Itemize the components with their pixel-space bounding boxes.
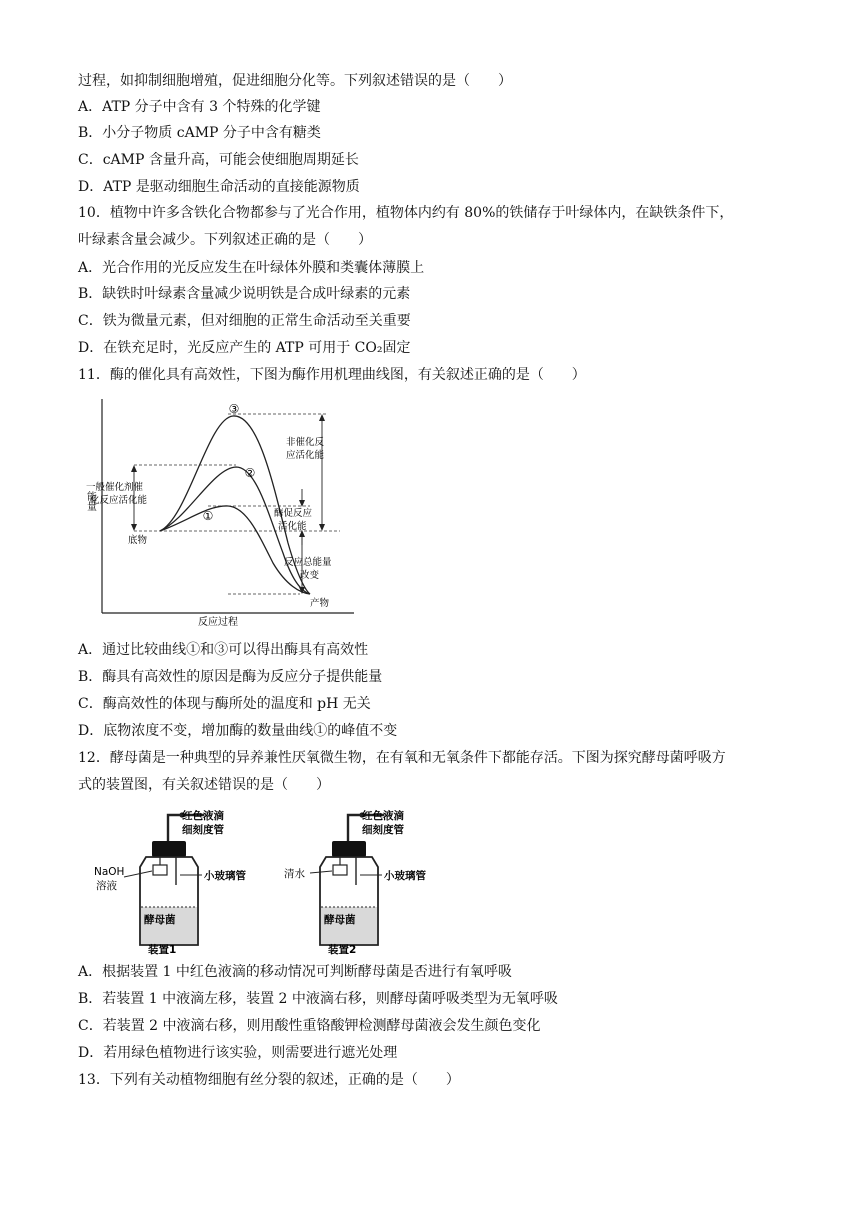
q10-option-b: B．缺铁时叶绿素含量减少说明铁是合成叶绿素的元素: [78, 286, 411, 302]
device2-yeast-label: 酵母菌: [324, 914, 356, 926]
general-catalyst-label-1: 一般催化剂催: [86, 482, 144, 493]
q11-option-b: B．酶具有高效性的原因是酶为反应分子提供能量: [78, 669, 383, 685]
q12-option-a: A．根据装置 1 中红色液滴的移动情况可判断酵母菌是否进行有氧呼吸: [78, 964, 512, 980]
curve-1: [160, 506, 310, 594]
uncatalyzed-label-2: 应活化能: [286, 450, 325, 461]
device1-left-label-2: 溶液: [96, 880, 117, 892]
device1-red-drop-label: 红色液滴: [182, 810, 224, 822]
enzyme-label-1: 酶促反应: [274, 508, 313, 519]
q11-stem: 11．酶的催化具有高效性，下图为酶作用机理曲线图，有关叙述正确的是（ ）: [78, 367, 586, 383]
device2-left-pointer: [310, 871, 332, 873]
device2-caption: 装置2: [328, 944, 357, 955]
q9-option-d: D．ATP 是驱动细胞生命活动的直接能源物质: [78, 179, 360, 195]
device1-scale-tube-label: 细刻度管: [182, 824, 224, 836]
total-energy-label-1: 反应总能量: [284, 557, 332, 568]
general-catalyst-label-2: 化反应活化能: [90, 495, 148, 506]
device1-stopper: [152, 841, 186, 857]
device2-left-label: 清水: [284, 868, 305, 880]
x-axis-label: 反应过程: [198, 617, 238, 628]
device2-scale-tube-label: 细刻度管: [362, 824, 404, 836]
device2-small-tube-label: 小玻璃管: [384, 870, 426, 882]
curve-1-marker: ①: [202, 509, 214, 523]
q9-option-a: A．ATP 分子中含有 3 个特殊的化学键: [78, 99, 321, 115]
device1-left-label-1: NaOH: [94, 866, 125, 878]
q12-option-c: C．若装置 2 中液滴右移，则用酸性重铬酸钾检测酵母菌液会发生颜色变化: [78, 1018, 541, 1034]
q12-option-d: D．若用绿色植物进行该实验，则需要进行遮光处理: [78, 1045, 398, 1061]
q10-stem-line2: 叶绿素含量会减少。下列叙述正确的是（ ）: [78, 232, 372, 248]
device1-caption: 装置1: [148, 944, 177, 955]
q10-option-d: D．在铁充足时，光反应产生的 ATP 可用于 CO₂固定: [78, 340, 411, 356]
device1-small-tube-label: 小玻璃管: [204, 870, 246, 882]
q9-option-c: C．cAMP 含量升高，可能会使细胞周期延长: [78, 152, 359, 168]
device2-stopper: [332, 841, 366, 857]
curve-2-marker: ②: [244, 466, 256, 480]
curve-3-marker: ③: [228, 402, 240, 416]
device-1: [94, 809, 246, 955]
product-label: 产物: [310, 598, 330, 609]
total-energy-label-2: 改变: [300, 570, 320, 581]
yeast-respiration-devices: [84, 805, 449, 955]
y-axis-label: 能量: [84, 491, 96, 511]
device1-left-pointer: [124, 871, 152, 877]
device1-yeast-label: 酵母菌: [144, 914, 176, 926]
q10-option-a: A．光合作用的光反应发生在叶绿体外膜和类囊体薄膜上: [78, 260, 425, 276]
device2-water-cup: [333, 865, 347, 875]
q11-option-a: A．通过比较曲线①和③可以得出酶具有高效性: [78, 642, 369, 658]
q10-stem-line1: 10．植物中许多含铁化合物都参与了光合作用，植物体内约有 80%的铁储存于叶绿体内，在缺铁条件下，: [78, 205, 734, 221]
q10-option-c: C．铁为微量元素，但对细胞的正常生命活动至关重要: [78, 313, 411, 329]
q13-stem: 13．下列有关动植物细胞有丝分裂的叙述，正确的是（ ）: [78, 1072, 460, 1088]
uncatalyzed-label-1: 非催化反: [286, 437, 325, 448]
q9-stem: 过程，如抑制细胞增殖，促进细胞分化等。下列叙述错误的是（ ）: [78, 73, 512, 89]
device2-red-drop-label: 红色液滴: [362, 810, 404, 822]
device-2: [284, 809, 426, 955]
device1-naoh-cup: [153, 865, 167, 875]
q12-option-b: B．若装置 1 中液滴左移，装置 2 中液滴右移，则酵母菌呼吸类型为无氧呼吸: [78, 991, 558, 1007]
enzyme-energy-diagram: [78, 393, 368, 628]
q12-stem-line2: 式的装置图，有关叙述错误的是（ ）: [78, 777, 330, 793]
q12-stem-line1: 12．酵母菌是一种典型的异养兼性厌氧微生物，在有氧和无氧条件下都能存活。下图为探究酵母菌呼吸方: [78, 750, 726, 766]
substrate-label: 底物: [128, 535, 148, 546]
q11-option-d: D．底物浓度不变，增加酶的数量曲线①的峰值不变: [78, 723, 398, 739]
q9-option-b: B．小分子物质 cAMP 分子中含有糖类: [78, 125, 321, 141]
enzyme-label-2: 活化能: [278, 521, 307, 532]
q11-option-c: C．酶高效性的体现与酶所处的温度和 pH 无关: [78, 696, 371, 712]
